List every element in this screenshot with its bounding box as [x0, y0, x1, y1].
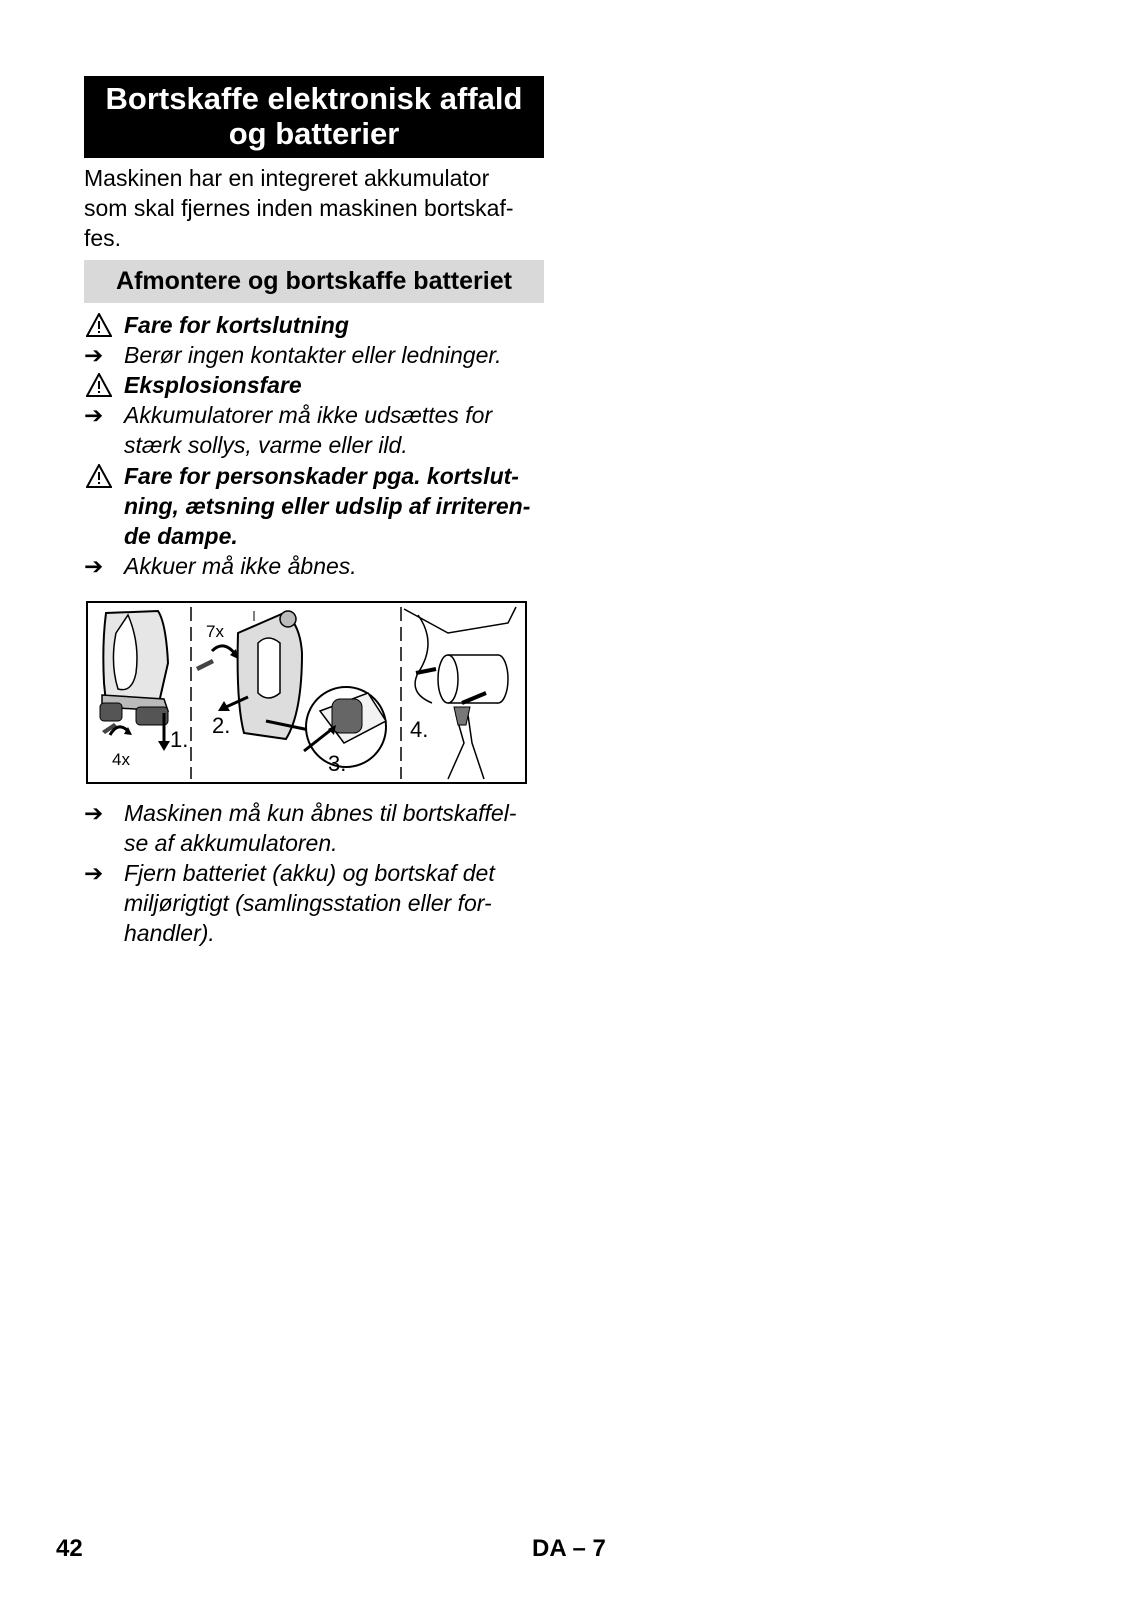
count-label-4x: 4x: [112, 750, 130, 769]
warning-triangle-icon: [86, 373, 112, 397]
step-text-line-1: Maskinen må kun åbnes til bortskaffel-: [124, 800, 517, 826]
disassembly-illustration: [86, 601, 527, 784]
warning-text-line-3: de dampe.: [124, 523, 238, 549]
warning-explosion: [84, 370, 554, 400]
step-label-3: 3.: [328, 751, 347, 776]
warning-short-circuit: [84, 310, 554, 340]
section-title-line-1: Bortskaffe elektronisk affald: [105, 81, 523, 116]
arrow-right-icon: ➔: [84, 342, 104, 368]
page-number: 42: [56, 1535, 83, 1562]
warning-triangle-icon: [86, 313, 112, 337]
arrow-right-icon: ➔: [84, 402, 104, 428]
arrow-right-icon: ➔: [84, 553, 104, 579]
count-label-7x: 7x: [206, 622, 224, 641]
arrow-right-icon: ➔: [84, 800, 104, 826]
arrow-right-icon: ➔: [84, 860, 104, 886]
step-label-4: 4.: [410, 717, 429, 742]
device-bottom-sketch: [100, 611, 170, 751]
wire-cutting-sketch: [404, 607, 516, 779]
step-text-line-3: handler).: [124, 920, 215, 946]
section-title: [84, 76, 544, 158]
action-do-not-open: [84, 551, 554, 581]
action-text: Berør ingen kontakter eller ledninger.: [124, 342, 502, 368]
intro-line-2: som skal fjernes inden maskinen bortskaf-: [84, 195, 514, 221]
warning-text-line-2: ning, ætsning eller udslip af irriteren-: [124, 493, 531, 519]
action-text: Akkuer må ikke åbnes.: [124, 553, 357, 579]
step-label-2: 2.: [212, 713, 231, 738]
action-text-line-1: Akkumulatorer må ikke udsættes for: [124, 402, 493, 428]
warning-text: Fare for kortslutning: [124, 312, 349, 338]
action-text-line-2: stærk sollys, varme eller ild.: [124, 432, 408, 458]
intro-paragraph: [84, 163, 544, 253]
section-title-line-2: og batterier: [228, 116, 400, 151]
warning-triangle-icon: [86, 464, 112, 488]
warning-text: Eksplosionsfare: [124, 372, 302, 398]
step-text-line-2: miljørigtigt (samlingsstation eller for-: [124, 890, 492, 916]
action-no-contacts: [84, 340, 554, 370]
disassembly-drawing: [88, 603, 525, 782]
warning-text-line-1: Fare for personskader pga. kortslut-: [124, 463, 519, 489]
step-text-line-1: Fjern batteriet (akku) og bortskaf det: [124, 860, 495, 886]
step-label-1: 1.: [170, 727, 189, 752]
intro-line-3: fes.: [84, 225, 122, 251]
action-no-sunlight: [84, 400, 554, 460]
language-page-label: DA – 7: [532, 1535, 606, 1562]
subsection-title: Afmontere og bortskaffe batteriet: [84, 260, 544, 303]
step-text-line-2: se af akkumulatoren.: [124, 830, 338, 856]
step-remove-battery: [84, 858, 554, 948]
step-open-only-for-disposal: [84, 798, 554, 858]
warning-personal-injury: [84, 461, 554, 551]
intro-line-1: Maskinen har en integreret akkumulator: [84, 165, 490, 191]
